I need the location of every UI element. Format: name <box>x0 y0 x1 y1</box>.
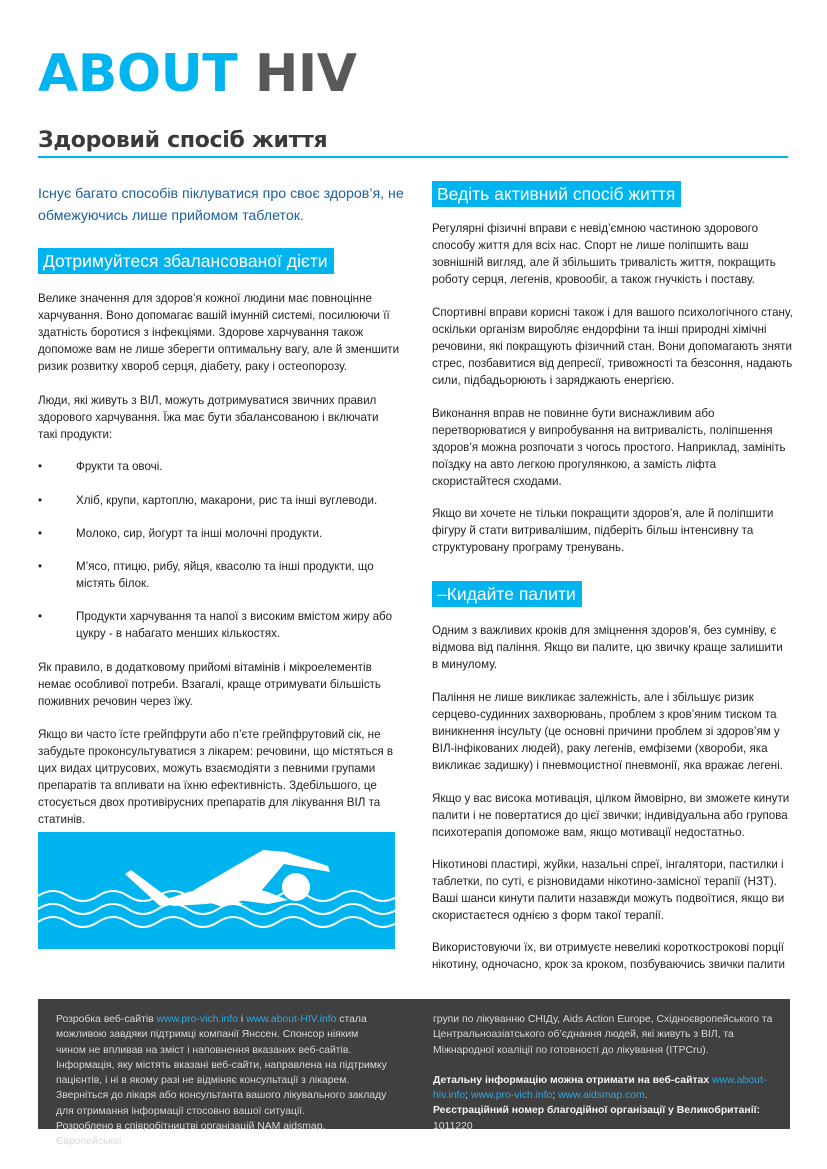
separator: ; <box>552 1090 559 1102</box>
swimmer-icon <box>38 832 395 949</box>
page-title: Здоровий спосіб життя <box>38 128 328 153</box>
period: . <box>644 1090 648 1102</box>
link-aidsmap[interactable]: www.aidsmap.com <box>558 1090 645 1102</box>
bullet-icon: • <box>38 494 43 507</box>
smoking-paragraph: Якщо у вас висока мотивація, цілком ймовірно, ви зможете кинути палити і не повертатися до цієї звички; індивідуальна або групова психотерапія допоможе вам, якщо мотивації недостатньо. <box>432 792 790 839</box>
list-item <box>38 525 406 542</box>
smoking-paragraph: Використовуючи їх, ви отримуєте невеликі короткострокові порції нікотину, одночасно, крок за кроком, позбуваючись звички палити <box>432 941 786 971</box>
vitamins-paragraph: Як правило, в додатковому прийомі вітамінів і мікроелементів немає особливої потреби. Взагалі, краще отримувати більшість поживних речовин через їжу. <box>38 661 381 708</box>
active-paragraph: Якщо ви хочете не тільки покращити здоров’я, але й поліпшити фігуру й стати витривалішим, підберіть більш інтенсивну та структуровану програму тренувань. <box>432 507 774 554</box>
active-paragraph: Виконання вправ не повинне бути виснажливим або перетворюватися у випробування на витривалість, поліпшення здоров’я можна розпочати з чогось простого. Наприклад, замініть поїздку на авто легкою прогулянкою, а замість ліфта скористайтеся сходами. <box>432 407 786 488</box>
list-item <box>38 608 394 642</box>
link-pro-vich-info[interactable]: www.pro-vich.info <box>470 1090 553 1102</box>
footer <box>38 999 790 1148</box>
footer-disclaimer: стала можливою завдяки підтримці компанії Янссен. Спонсор ніяким чином не впливав на зміст і наповнення вказаних веб-сайтів. Інформація, яку містять вказані веб-сайти, направлена на підтримку пацієнтів, і ні в якому разі не відміняє консультації з лікарем. Зверніться до лікаря або консультанта вашого лікувального закладу для отримання інформації стосовно вашої ситуації. <box>56 1014 387 1117</box>
list-item <box>38 492 406 509</box>
section-title-smoking: –Кидайте палити <box>432 581 582 607</box>
diet-paragraph: Люди, які живуть з ВІЛ, можуть дотримуватися звичних правил здорового харчування. Їжа має бути збалансованою і включати такі продукти: <box>38 394 379 441</box>
list-item <box>38 558 396 592</box>
footer-and: і <box>238 1014 247 1025</box>
list-item-text: Хліб, крупи, картоплю, макарони, рис та інші вуглеводи. <box>76 494 378 507</box>
bullet-icon: • <box>38 460 43 473</box>
brand-hiv: HIV <box>254 44 357 104</box>
bullet-icon: • <box>38 527 43 540</box>
list-item-text: Продукти харчування та напої з високим вмістом жиру або цукру - в набагато менших кількостях. <box>76 610 393 640</box>
bullet-icon: • <box>38 560 43 573</box>
link-pro-vich[interactable]: www.pro-vich.info <box>156 1014 238 1025</box>
diet-paragraph: Велике значення для здоров’я кожної людини має повноцінне харчування. Воно допомагає вашій імунній системі, посилюючи її здатність боротися з інфекціями. Здорове харчування також допоможе вам не лише зберегти оптимальну вагу, але й зменшити ризик розвитку хвороб серця, діабету, раку і остеопорозу. <box>38 292 400 373</box>
section-title-active: Ведіть активний спосіб життя <box>432 181 681 207</box>
intro-text: Існує багато способів піклуватися про своє здоров’я, не обмежуючись лише прийомом таблеток. <box>38 186 404 224</box>
charity-number: 1011220 <box>433 1120 473 1132</box>
link-about-hiv[interactable]: www.about-HIV.info <box>246 1014 337 1025</box>
list-item-text: М’ясо, птицю, рибу, яйця, квасолю та інші продукти, що містять білок. <box>76 560 374 590</box>
link-about-hiv-info[interactable]: www.about-hiv.info <box>433 1074 767 1102</box>
active-paragraph: Спортивні вправи корисні також і для вашого психологічного стану, оскільки організм виробляє ендорфіни та інші природні хімічні речовини, які покращують фізичний стан. Вони допомагають зняти стрес, позбавитися від депресії, тривожності та безсоння, надають сили, підбадьорюють і заряджають енергією. <box>432 306 793 387</box>
brand-logo <box>38 42 357 106</box>
footer-collab: Розроблено в співробітництві організацій NAM aidsmap, Європейської <box>56 1121 326 1148</box>
active-paragraph: Регулярні фізичні вправи є невід’ємною частиною здорового способу життя для всіх нас. Спорт не лише поліпшить ваш зовнішній вигляд, але й збільшить тривалість життя, покращить роботу серця, легенів, кровообіг, а також гнучкість і поставу. <box>432 222 776 286</box>
footer-right <box>433 1012 778 1134</box>
more-info-label: Детальну інформацію можна отримати на веб-сайтах <box>433 1074 712 1086</box>
list-item-text: Молоко, сир, йогурт та інші молочні продукти. <box>76 527 323 540</box>
section-title-diet: Дотримуйтеся збалансованої дієти <box>38 248 334 274</box>
footer-collab-cont: групи по лікуванню СНІДу, Aids Action Europe, Східноєвропейського та Центральноазіатського об’єднання людей, які живуть з ВІЛ, та Міжнародної коаліції по готовності до лікування (ITPCru). <box>433 1014 773 1056</box>
swimming-illustration <box>38 832 395 949</box>
smoking-paragraph: Нікотинові пластирі, жуйки, назальні спреї, інгалятори, пастилки і таблетки, по суті, є різновидами нікотино-замісної терапії (НЗТ). Ваші шанси кинути палити назавжди можуть подвоїтися, якщо ви скористаєтеся однією з форм такої терапії. <box>432 858 785 922</box>
list-item <box>38 458 406 475</box>
footer-prefix: Розробка веб-сайтів <box>56 1014 157 1025</box>
footer-more-info <box>433 1073 778 1104</box>
charity-label: Реєстраційний номер благодійної організації у Великобританії: <box>433 1105 760 1117</box>
bullet-icon: • <box>38 610 43 623</box>
grapefruit-paragraph: Якщо ви часто їсте грейпфрути або п’єте грейпфрутовий сік, не забудьте проконсультуватися з лікарем: речовини, що містяться в цих видах цитрусових, можуть взаємодіяти з певними групами препаратів та впливати на їхню ефективність. Здебільшого, це стосується двох противірусних препаратів для лікування ВІЛ та статинів. <box>38 728 394 826</box>
brand-about: ABOUT <box>38 44 238 104</box>
separator: ; <box>465 1090 471 1102</box>
footer-left <box>56 1012 391 1150</box>
list-item-text: Фрукти та овочі. <box>76 460 163 473</box>
smoking-paragraph: Паління не лише викликає залежність, але і збільшує ризик серцево-судинних захворювань, проблем з кров’яним тиском та виникнення інсульту (це основні причини проблем зі здоров’ям у ВІЛ-інфікованих людей), раку легенів, емфіземи (хвороби, яка викликає задишку) і пневмоцистної пневмонії, яка вражає легені. <box>432 691 783 772</box>
smoking-paragraph: Одним з важливих кроків для зміцнення здоров’я, без сумніву, є відмова від паління. Якщо ви палите, цю звичку краще залишити в минулому. <box>432 624 783 671</box>
title-divider <box>38 156 788 158</box>
